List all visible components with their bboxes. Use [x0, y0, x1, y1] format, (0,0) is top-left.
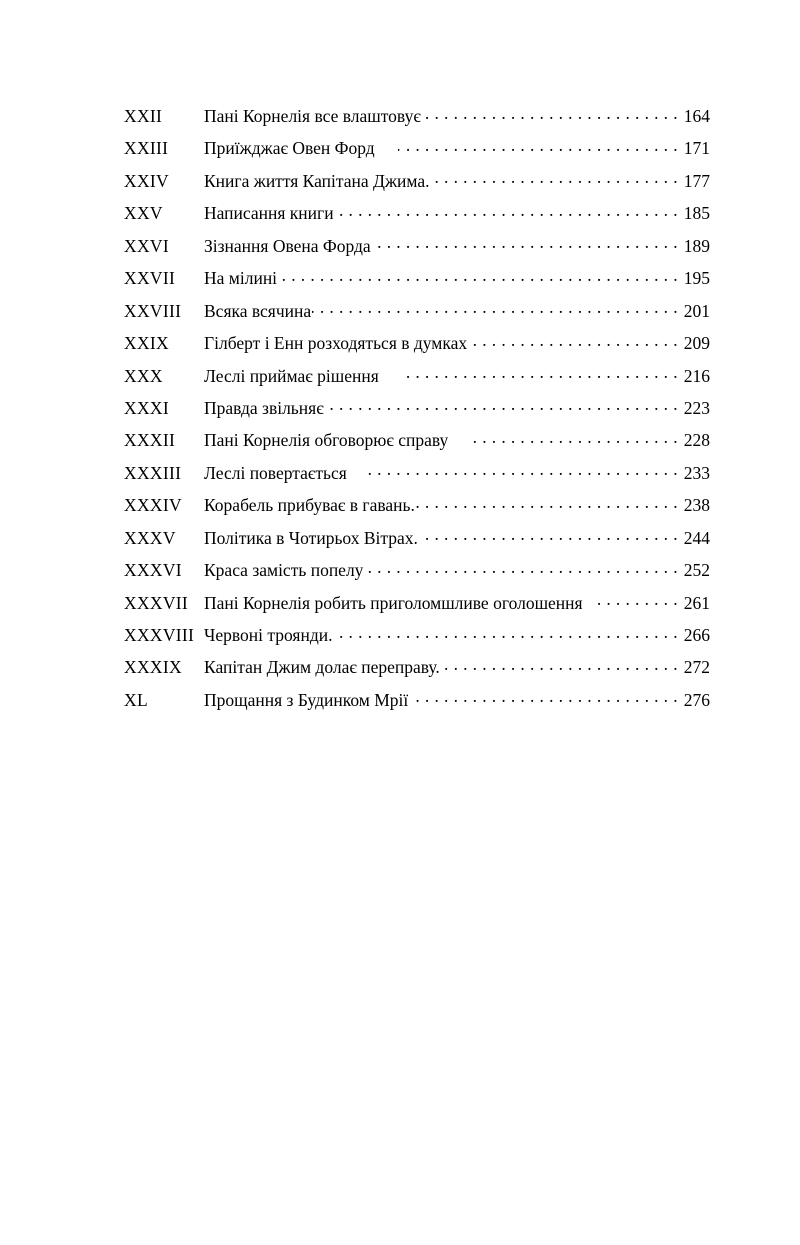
- toc-entry-page-number: 238: [683, 495, 710, 516]
- toc-entry-dot-leader: [598, 591, 678, 609]
- toc-entry-numeral: XXIV: [124, 170, 169, 191]
- toc-entry-page-number: 276: [683, 689, 710, 710]
- toc-entry-title: Леслі приймає рішення: [204, 365, 379, 386]
- toc-entry-dot-leader: [419, 526, 678, 544]
- toc-entry-title: Книга життя Капітана Джима.: [204, 170, 430, 191]
- toc-entry[interactable]: [124, 619, 710, 651]
- toc-entry-title: Приїжджає Овен Форд: [204, 138, 375, 159]
- toc-entry-dot-leader: [312, 299, 678, 317]
- table-of-contents: [124, 100, 710, 716]
- toc-entry-page-number: 201: [683, 300, 710, 321]
- toc-entry[interactable]: [124, 132, 710, 164]
- toc-entry-title: Політика в Чотирьох Вітрах.: [204, 527, 418, 548]
- toc-entry-page-number: 189: [683, 235, 710, 256]
- toc-entry-page-number: 266: [683, 625, 710, 645]
- toc-entry-page-number: 209: [683, 333, 710, 354]
- toc-entry-title: Червоні троянди.: [204, 625, 333, 645]
- toc-entry-dot-leader: [333, 624, 678, 642]
- toc-entry-page-number: 261: [683, 592, 710, 613]
- toc-entry-dot-leader: [278, 267, 678, 285]
- toc-entry-numeral: XXII: [124, 106, 163, 126]
- toc-entry-page-number: 216: [683, 365, 710, 386]
- toc-entry-numeral: XXXIX: [124, 657, 182, 678]
- toc-entry[interactable]: [124, 651, 710, 683]
- toc-entry-numeral: XXXIII: [124, 462, 182, 483]
- toc-entry-title: Гілберт і Енн розходяться в думках: [204, 333, 468, 354]
- toc-entry-dot-leader: [372, 234, 678, 252]
- toc-entry[interactable]: [124, 522, 710, 554]
- toc-entry-dot-leader: [368, 461, 678, 479]
- toc-entry-numeral: XXVII: [124, 268, 176, 289]
- toc-entry-title: Корабель прибуває в гавань.: [204, 495, 415, 516]
- toc-entry[interactable]: [124, 587, 710, 619]
- toc-entry-dot-leader: [441, 656, 678, 674]
- toc-entry-dot-leader: [431, 169, 678, 187]
- toc-entry-page-number: 272: [683, 657, 710, 678]
- toc-entry-numeral: XXX: [124, 365, 163, 386]
- toc-entry-page-number: 223: [683, 397, 710, 418]
- toc-entry-numeral: XXXIV: [124, 495, 182, 516]
- toc-entry[interactable]: [124, 392, 710, 424]
- toc-entry-page-number: 252: [683, 560, 710, 581]
- toc-entry-title: Зізнання Овена Форда: [204, 235, 371, 256]
- toc-entry[interactable]: [124, 684, 710, 716]
- toc-entry-page-number: 177: [683, 170, 710, 191]
- toc-entry-dot-leader: [398, 137, 678, 155]
- toc-entry-dot-leader: [416, 494, 678, 512]
- toc-entry[interactable]: [124, 360, 710, 392]
- toc-entry-numeral: XXVI: [124, 235, 169, 256]
- toc-entry-dot-leader: [422, 105, 678, 123]
- toc-entry-page-number: 171: [683, 138, 710, 159]
- toc-entry-numeral: XXIII: [124, 138, 169, 159]
- toc-entry-title: На мілині: [204, 268, 278, 289]
- toc-entry-title: Краса замість попелу: [204, 560, 364, 581]
- toc-entry[interactable]: [124, 457, 710, 489]
- toc-entry-page-number: 244: [683, 527, 710, 548]
- toc-entry-numeral: XXXVIII: [124, 625, 195, 645]
- toc-entry-page-number: 195: [683, 268, 710, 289]
- toc-entry-title: Пані Корнелія робить приголомшливе оголошення: [204, 592, 583, 613]
- toc-entry-numeral: XXIX: [124, 333, 169, 354]
- toc-entry-numeral: XXXVII: [124, 592, 189, 613]
- toc-entry-dot-leader: [469, 429, 678, 447]
- toc-entry[interactable]: [124, 295, 710, 327]
- toc-entry-numeral: XXXVI: [124, 560, 182, 581]
- toc-entry-numeral: XXXI: [124, 397, 169, 418]
- toc-entry[interactable]: [124, 165, 710, 197]
- toc-entry-dot-leader: [325, 396, 678, 414]
- toc-entry-numeral: XXVIII: [124, 300, 182, 321]
- toc-entry[interactable]: [124, 327, 710, 359]
- toc-entry-title: Леслі повертається: [204, 462, 347, 483]
- toc-entry-page-number: 185: [683, 203, 710, 224]
- toc-entry-title: Капітан Джим долає переправу.: [204, 657, 440, 678]
- toc-entry-dot-leader: [364, 559, 678, 577]
- toc-entry-dot-leader: [400, 364, 678, 382]
- toc-entry-numeral: XL: [124, 689, 148, 710]
- toc-entry[interactable]: [124, 424, 710, 456]
- toc-entry-numeral: XXXII: [124, 430, 176, 451]
- toc-entry[interactable]: [124, 100, 710, 132]
- toc-entry-title: Пані Корнелія все влаштовує: [204, 106, 421, 126]
- toc-entry[interactable]: [124, 197, 710, 229]
- toc-entry[interactable]: [124, 554, 710, 586]
- toc-entry[interactable]: [124, 489, 710, 521]
- toc-entry-title: Всяка всячина: [204, 300, 312, 321]
- toc-entry[interactable]: [124, 262, 710, 294]
- toc-entry-title: Пані Корнелія обговорює справу: [204, 430, 449, 451]
- toc-entry-dot-leader: [409, 688, 678, 706]
- toc-entry-numeral: XXXV: [124, 527, 176, 548]
- toc-entry-page-number: 228: [683, 430, 710, 451]
- toc-entry-page-number: 164: [683, 106, 710, 126]
- toc-entry-title: Прощання з Будинком Мрії: [204, 689, 409, 710]
- toc-entry-page-number: 233: [683, 462, 710, 483]
- toc-entry[interactable]: [124, 230, 710, 262]
- toc-entry-dot-leader: [468, 332, 678, 350]
- toc-entry-dot-leader: [335, 202, 678, 220]
- toc-entry-title: Написання книги: [204, 203, 334, 224]
- toc-entry-title: Правда звільняє: [204, 397, 324, 418]
- toc-entry-numeral: XXV: [124, 203, 163, 224]
